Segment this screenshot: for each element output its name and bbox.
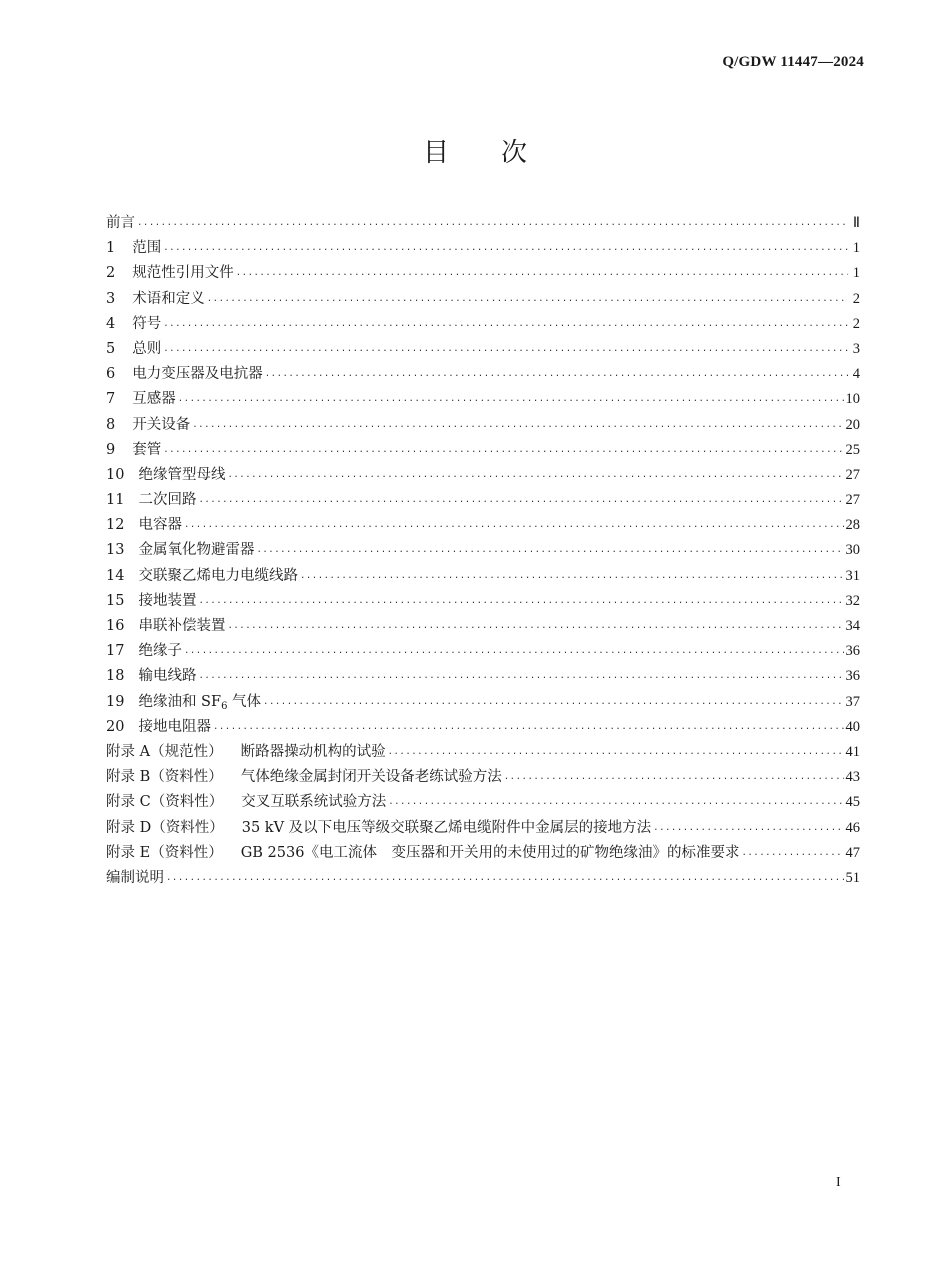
toc-entry-number: 12	[106, 517, 125, 534]
toc-entry[interactable]	[106, 463, 860, 488]
toc-leader-dots	[227, 621, 843, 631]
toc-entry-title: 35 kV 及以下电压等级交联聚乙烯电缆附件中金属层的接地方法	[241, 819, 652, 836]
toc-entry[interactable]	[106, 664, 860, 689]
toc-entry[interactable]	[106, 438, 860, 463]
toc-entry[interactable]	[106, 715, 860, 740]
toc-entry-title: 规范性引用文件	[132, 265, 234, 282]
toc-leader-dots	[265, 369, 848, 379]
toc-entry[interactable]	[106, 312, 860, 337]
toc-leader-dots	[300, 571, 844, 581]
toc-entry-title: 电力变压器及电抗器	[132, 366, 263, 383]
toc-entry-label	[106, 589, 196, 610]
toc-entry[interactable]	[106, 513, 860, 538]
toc-entry-title: 串联补偿装置	[138, 618, 226, 634]
toc-leader-dots	[192, 420, 843, 430]
toc-entry-number: 5	[106, 340, 116, 357]
toc-entry-label	[106, 236, 161, 257]
toc-leader-dots	[163, 319, 848, 329]
toc-leader-dots	[741, 848, 843, 858]
toc-entry-page: 4	[852, 366, 860, 383]
toc-entry-label	[106, 639, 182, 660]
toc-entry-label	[106, 790, 386, 811]
toc-leader-dots	[236, 268, 848, 278]
toc-entry[interactable]	[106, 816, 860, 841]
toc-entry-number: 附录 B（资料性）	[106, 769, 223, 786]
toc-entry-label	[106, 261, 234, 282]
toc-entry-number: 1	[106, 240, 116, 257]
toc-entry-number: 17	[106, 643, 125, 660]
toc-entry-page: 30	[845, 542, 860, 559]
toc-entry[interactable]	[106, 211, 860, 236]
toc-entry-title: 符号	[132, 315, 162, 332]
toc-entry-page: 34	[845, 618, 860, 634]
toc-entry-page: 47	[845, 844, 860, 861]
toc-entry-number: 7	[106, 391, 116, 408]
toc-entry-title: 前言	[106, 215, 135, 231]
toc-entry[interactable]	[106, 488, 860, 513]
toc-entry-label	[106, 841, 739, 862]
toc-entry-number: 15	[106, 592, 125, 609]
toc-entry-page: Ⅱ	[852, 215, 860, 231]
toc-leader-dots	[198, 671, 843, 681]
toc-leader-dots	[256, 545, 843, 555]
toc-entry-title: 术语和定义	[132, 290, 205, 307]
toc-entry-title: 总则	[132, 340, 162, 357]
toc-heading: 目次	[422, 138, 579, 168]
toc-entry[interactable]	[106, 362, 860, 387]
toc-entry-page: 37	[845, 693, 860, 710]
toc-entry-number: 2	[106, 265, 116, 282]
toc-entry-title: 接地电阻器	[138, 718, 211, 735]
toc-leader-dots	[504, 772, 844, 782]
toc-leader-dots	[213, 722, 844, 732]
toc-entry[interactable]	[106, 287, 860, 312]
toc-leader-dots	[163, 445, 843, 455]
toc-entry[interactable]	[106, 841, 860, 866]
toc-entry-page: 1	[852, 240, 860, 257]
table-of-contents	[106, 211, 860, 891]
toc-entry-label	[106, 387, 176, 408]
toc-entry-label	[106, 866, 164, 887]
toc-entry-page: 31	[845, 567, 860, 584]
toc-leader-dots	[388, 797, 843, 807]
toc-leader-dots	[263, 697, 843, 707]
toc-entry-label	[106, 564, 298, 585]
toc-leader-dots	[184, 646, 844, 656]
toc-entry-label	[106, 362, 263, 383]
toc-entry-title: 二次回路	[138, 492, 197, 509]
toc-entry-page: 1	[852, 265, 860, 282]
toc-leader-dots	[198, 596, 843, 606]
page-number: I	[836, 1175, 841, 1190]
toc-entry-page: 43	[845, 769, 860, 786]
toc-entry-title: 金属氧化物避雷器	[138, 542, 255, 559]
toc-leader-dots	[227, 470, 843, 480]
toc-entry-title: 气体绝缘金属封闭开关设备老练试验方法	[240, 769, 502, 786]
toc-entry[interactable]	[106, 236, 860, 261]
toc-entry-page: 10	[845, 391, 860, 408]
toc-entry[interactable]	[106, 538, 860, 563]
toc-entry-label	[106, 690, 261, 712]
toc-entry-title: 交联聚乙烯电力电缆线路	[138, 567, 298, 584]
toc-entry-number: 18	[106, 668, 125, 685]
toc-entry[interactable]	[106, 765, 860, 790]
toc-entry[interactable]	[106, 337, 860, 362]
toc-leader-dots	[388, 747, 844, 757]
toc-entry-number: 11	[106, 492, 125, 509]
toc-leader-dots	[166, 873, 844, 883]
toc-entry-page: 36	[845, 668, 860, 685]
toc-entry-number: 附录 C（资料性）	[106, 794, 224, 811]
toc-entry-number: 6	[106, 366, 116, 383]
toc-leader-dots	[207, 294, 848, 304]
toc-entry[interactable]	[106, 866, 860, 891]
toc-entry[interactable]	[106, 690, 860, 715]
toc-entry-number: 附录 D（资料性）	[106, 819, 224, 836]
toc-entry-title: 编制说明	[106, 869, 164, 886]
toc-entry-title: 范围	[132, 240, 162, 257]
toc-entry-title: 断路器操动机构的试验	[240, 743, 386, 760]
toc-leader-dots	[163, 243, 848, 253]
toc-entry-page: 2	[852, 315, 860, 332]
toc-entry-page: 36	[845, 643, 860, 660]
toc-leader-dots	[163, 344, 848, 354]
toc-entry-label	[106, 715, 211, 736]
toc-entry-title: 接地装置	[138, 592, 197, 609]
toc-entry-page: 45	[845, 794, 860, 811]
toc-entry-page: 27	[845, 466, 860, 483]
toc-entry[interactable]	[106, 413, 860, 438]
toc-entry-page: 28	[845, 517, 860, 534]
toc-entry-number: 10	[106, 466, 125, 483]
toc-entry[interactable]	[106, 564, 860, 589]
toc-entry-label	[106, 287, 205, 308]
toc-entry[interactable]	[106, 261, 860, 286]
toc-entry-page: 40	[845, 718, 860, 735]
toc-entry-page: 46	[845, 819, 860, 836]
toc-entry-number: 13	[106, 542, 125, 559]
toc-entry-label	[106, 816, 651, 837]
toc-leader-dots	[184, 520, 844, 530]
toc-entry-number: 14	[106, 567, 125, 584]
toc-entry-label	[106, 538, 254, 559]
toc-entry-number: 附录 E（资料性）	[106, 844, 223, 861]
toc-leader-dots	[653, 823, 843, 833]
toc-entry[interactable]	[106, 740, 860, 765]
toc-entry-number: 16	[106, 618, 125, 634]
document-code: Q/GDW 11447—2024	[722, 54, 864, 70]
toc-entry-label	[106, 312, 161, 333]
toc-leader-dots	[178, 394, 844, 404]
toc-entry-label	[106, 211, 135, 232]
toc-entry-label	[106, 337, 161, 358]
toc-entry-page: 2	[852, 290, 860, 307]
toc-entry-label	[106, 413, 190, 434]
toc-entry-title: 交叉互联系统试验方法	[241, 794, 387, 811]
toc-entry-title: 电容器	[138, 517, 182, 534]
toc-entry[interactable]	[106, 639, 860, 664]
toc-entry-title: 套管	[132, 441, 162, 458]
toc-entry-page: 3	[852, 340, 860, 357]
toc-entry-title: 绝缘子	[138, 643, 182, 660]
toc-entry-title: GB 2536《电工流体 变压器和开关用的未使用过的矿物绝缘油》的标准要求	[240, 844, 740, 861]
toc-entry-number: 附录 A（规范性）	[106, 743, 223, 760]
toc-entry-label	[106, 765, 502, 786]
toc-entry-title: 互感器	[132, 391, 176, 408]
toc-entry[interactable]	[106, 790, 860, 815]
toc-entry[interactable]	[106, 387, 860, 412]
toc-entry-label	[106, 664, 196, 685]
toc-leader-dots	[198, 495, 843, 505]
toc-entry-number: 8	[106, 416, 116, 433]
toc-entry-title: 绝缘油和 $SF_6$ 气体	[138, 693, 262, 712]
toc-entry-number: 9	[106, 441, 116, 458]
toc-entry-label	[106, 614, 225, 635]
toc-entry[interactable]	[106, 614, 860, 639]
toc-entry-number: 19	[106, 693, 125, 710]
toc-entry-page: 41	[845, 743, 860, 760]
toc-entry-label	[106, 438, 161, 459]
toc-entry-number: 3	[106, 290, 116, 307]
toc-entry-number: 4	[106, 315, 116, 332]
toc-entry-page: 20	[845, 416, 860, 433]
toc-entry-page: 27	[845, 492, 860, 509]
toc-entry-title: 输电线路	[138, 668, 197, 685]
toc-entry-page: 32	[845, 592, 860, 609]
toc-entry-label	[106, 488, 196, 509]
toc-entry[interactable]	[106, 589, 860, 614]
toc-entry-number: 20	[106, 718, 125, 735]
toc-entry-page: 25	[845, 441, 860, 458]
toc-entry-label	[106, 740, 386, 761]
toc-entry-label	[106, 463, 225, 484]
toc-leader-dots	[137, 218, 848, 228]
toc-entry-title: 开关设备	[132, 416, 191, 433]
toc-entry-page: 51	[845, 869, 860, 886]
toc-entry-label	[106, 513, 182, 534]
toc-entry-title: 绝缘管型母线	[138, 466, 226, 483]
